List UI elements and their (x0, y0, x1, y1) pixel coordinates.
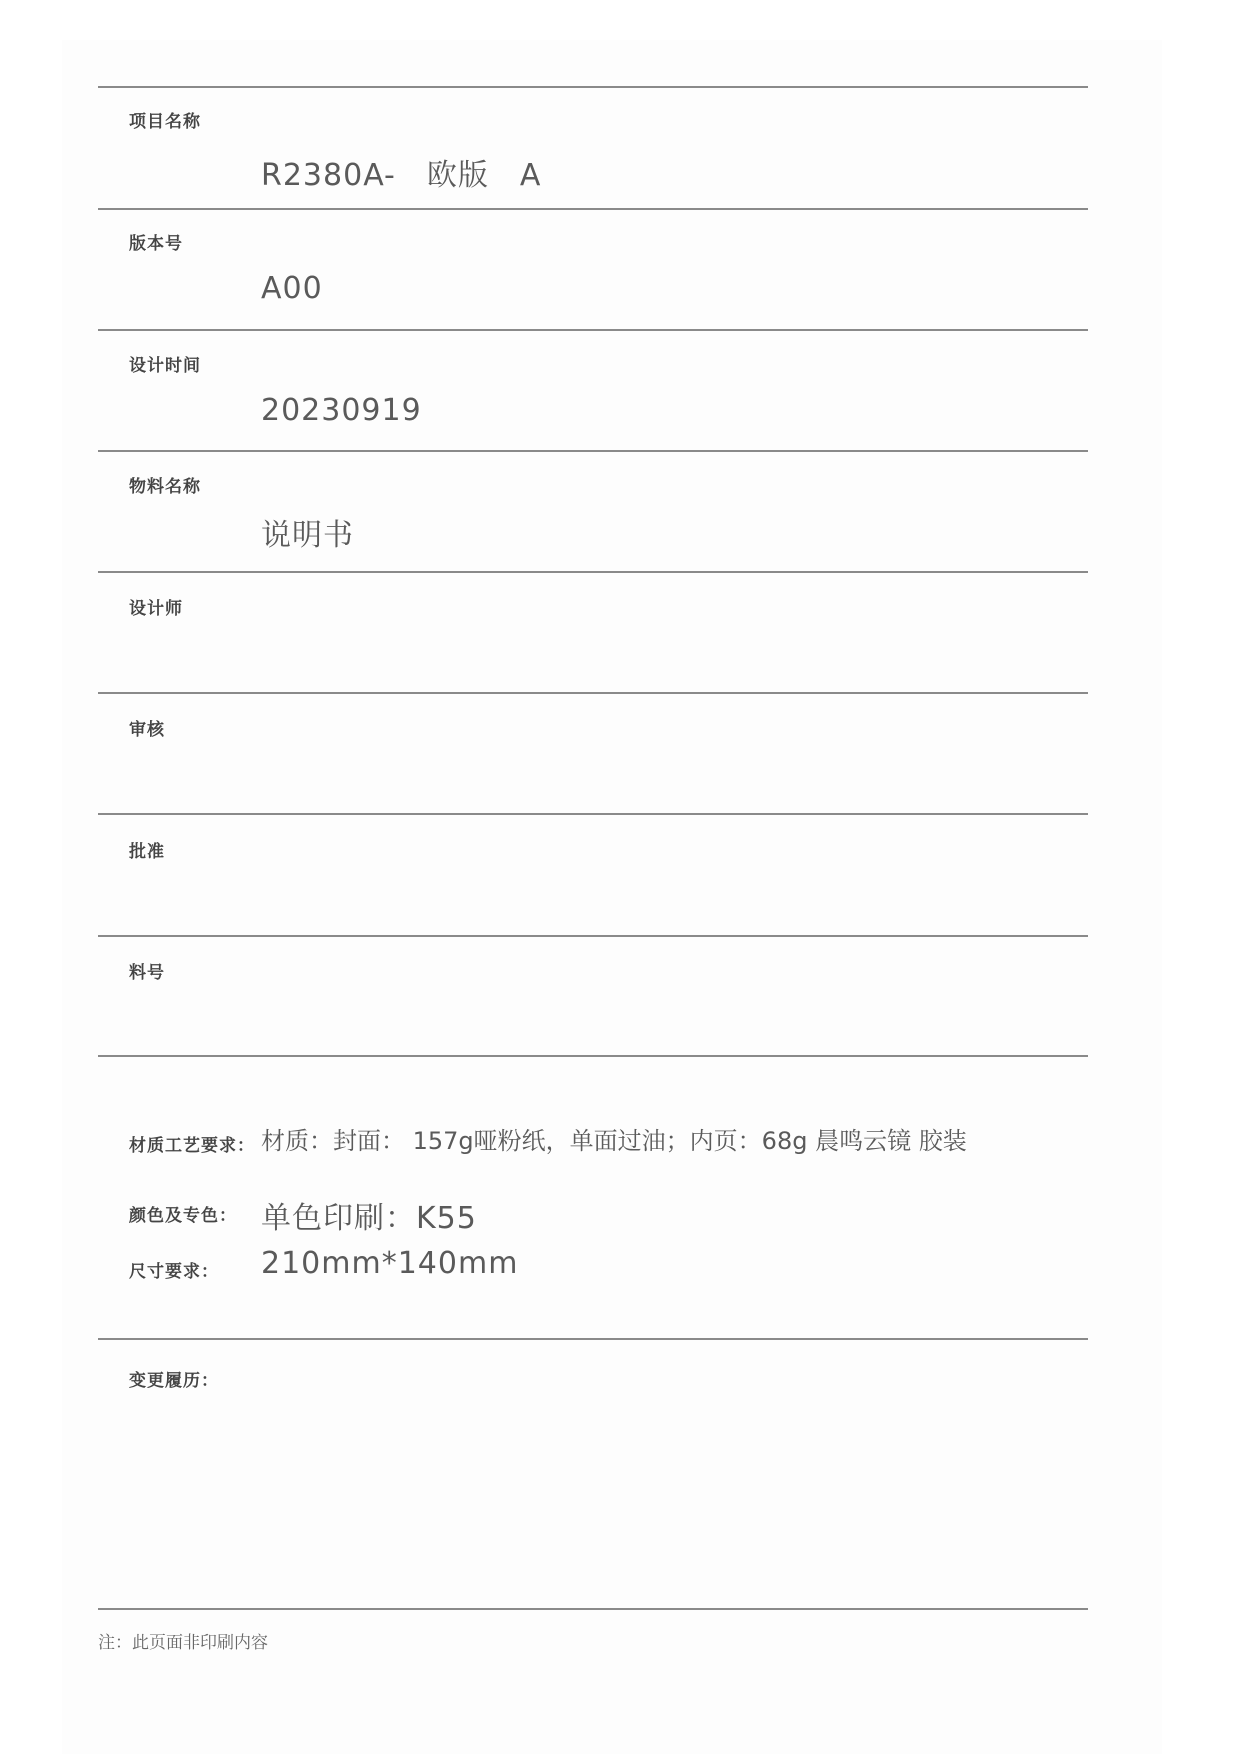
divider (98, 208, 1088, 210)
divider (98, 571, 1088, 573)
material-name-value: 说明书 (261, 518, 354, 553)
divider (98, 450, 1088, 452)
version-label: 版本号 (129, 234, 183, 254)
size-spec-value: 210mm*140mm (261, 1246, 519, 1281)
change-history-label: 变更履历： (129, 1371, 219, 1391)
designer-label: 设计师 (129, 599, 183, 619)
divider (98, 329, 1088, 331)
project-name-label: 项目名称 (129, 112, 201, 132)
divider (98, 1055, 1088, 1057)
divider (98, 1608, 1088, 1610)
material-name-label: 物料名称 (129, 477, 201, 497)
size-spec-label: 尺寸要求： (129, 1262, 219, 1282)
divider (98, 935, 1088, 937)
design-time-label: 设计时间 (129, 356, 201, 376)
part-number-label: 料号 (129, 963, 165, 983)
version-value: A00 (261, 271, 323, 306)
material-spec-value: 材质：封面： 157g哑粉纸，单面过油；内页：68g 晨鸣云镜 胶装 (261, 1127, 967, 1155)
divider (98, 1338, 1088, 1340)
divider (98, 813, 1088, 815)
material-spec-label: 材质工艺要求： (129, 1136, 255, 1156)
document-sheet (62, 40, 1162, 1754)
color-spec-value: 单色印刷：K55 (261, 1201, 477, 1236)
divider (98, 86, 1088, 88)
footer-note: 注：此页面非印刷内容 (98, 1633, 268, 1653)
approval-label: 批准 (129, 842, 165, 862)
color-spec-label: 颜色及专色： (129, 1206, 237, 1226)
review-label: 审核 (129, 720, 165, 740)
divider (98, 692, 1088, 694)
project-name-value: R2380A- 欧版 A (261, 158, 542, 193)
design-time-value: 20230919 (261, 393, 422, 428)
